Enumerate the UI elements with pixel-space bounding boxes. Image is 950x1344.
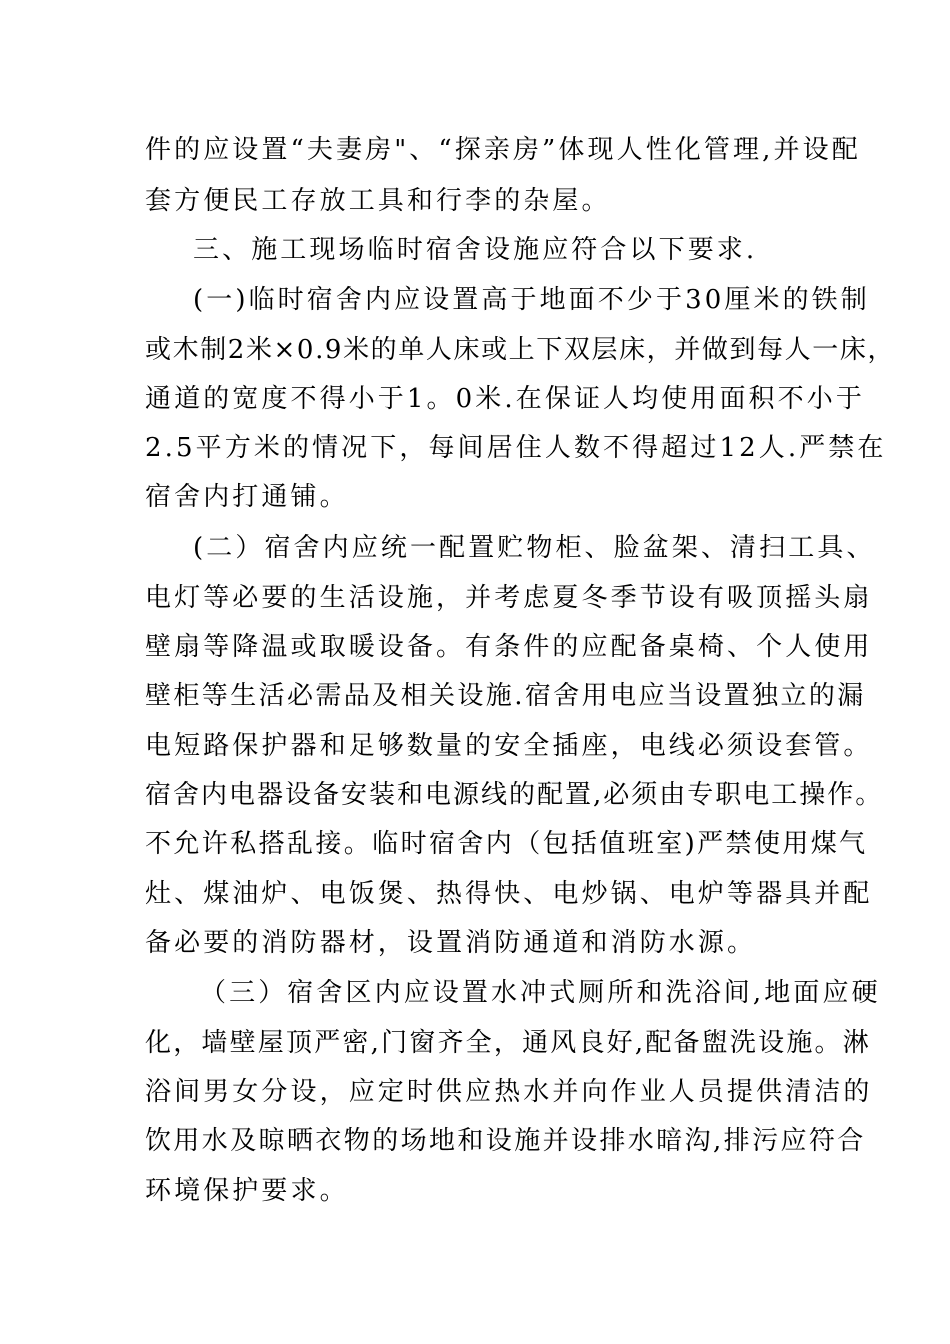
text-line: 宿舍内电器设备安装和电源线的配置,必须由专职电工操作。 — [145, 780, 884, 810]
section-heading: 三、施工现场临时宿舍设施应符合以下要求. — [193, 235, 758, 265]
text-line: 灶、煤油炉、电饭煲、热得快、电炒锅、电炉等器具并配 — [145, 879, 873, 909]
text-line: 套方便民工存放工具和行李的杂屋。 — [145, 186, 611, 216]
text-line: 饮用水及晾晒衣物的场地和设施并设排水暗沟,排污应符合 — [145, 1126, 866, 1156]
text-line: （三）宿舍区内应设置水冲式厕所和洗浴间,地面应硬 — [200, 978, 881, 1008]
text-line: 2.5平方米的情况下，每间居住人数不得超过12人.严禁在 — [145, 433, 887, 463]
text-line: 通道的宽度不得小于1。0米.在保证人均使用面积不小于 — [145, 384, 865, 414]
text-line: 不允许私搭乱接。临时宿舍内（包括值班室)严禁使用煤气 — [145, 829, 868, 859]
text-line: (二）宿舍内应统一配置贮物柜、脸盆架、清扫工具、 — [193, 533, 876, 563]
text-line: 电短路保护器和足够数量的安全插座，电线必须设套管。 — [145, 731, 873, 761]
text-line: 壁扇等降温或取暖设备。有条件的应配备桌椅、个人使用 — [145, 632, 873, 662]
text-line: 环境保护要求。 — [145, 1176, 349, 1206]
text-line: 浴间男女分设，应定时供应热水并向作业人员提供清洁的 — [145, 1077, 873, 1107]
text-line: 备必要的消防器材，设置消防通道和消防水源。 — [145, 928, 757, 958]
text-line: (一)临时宿舍内应设置高于地面不少于30厘米的铁制 — [193, 285, 870, 315]
text-line: 件的应设置“夫妻房"、“探亲房”体现人性化管理,并设配 — [145, 135, 861, 165]
text-line: 化，墙壁屋顶严密,门窗齐全，通风良好,配备盥洗设施。淋 — [145, 1028, 871, 1058]
text-line: 壁柜等生活必需品及相关设施.宿舍用电应当设置独立的漏 — [145, 681, 866, 711]
text-line: 宿舍内打通铺。 — [145, 482, 349, 512]
text-line: 或木制2米×0.9米的单人床或上下双层床，并做到每人一床， — [145, 335, 896, 365]
text-line: 电灯等必要的生活设施，并考虑夏冬季节设有吸顶摇头扇 — [145, 583, 873, 613]
